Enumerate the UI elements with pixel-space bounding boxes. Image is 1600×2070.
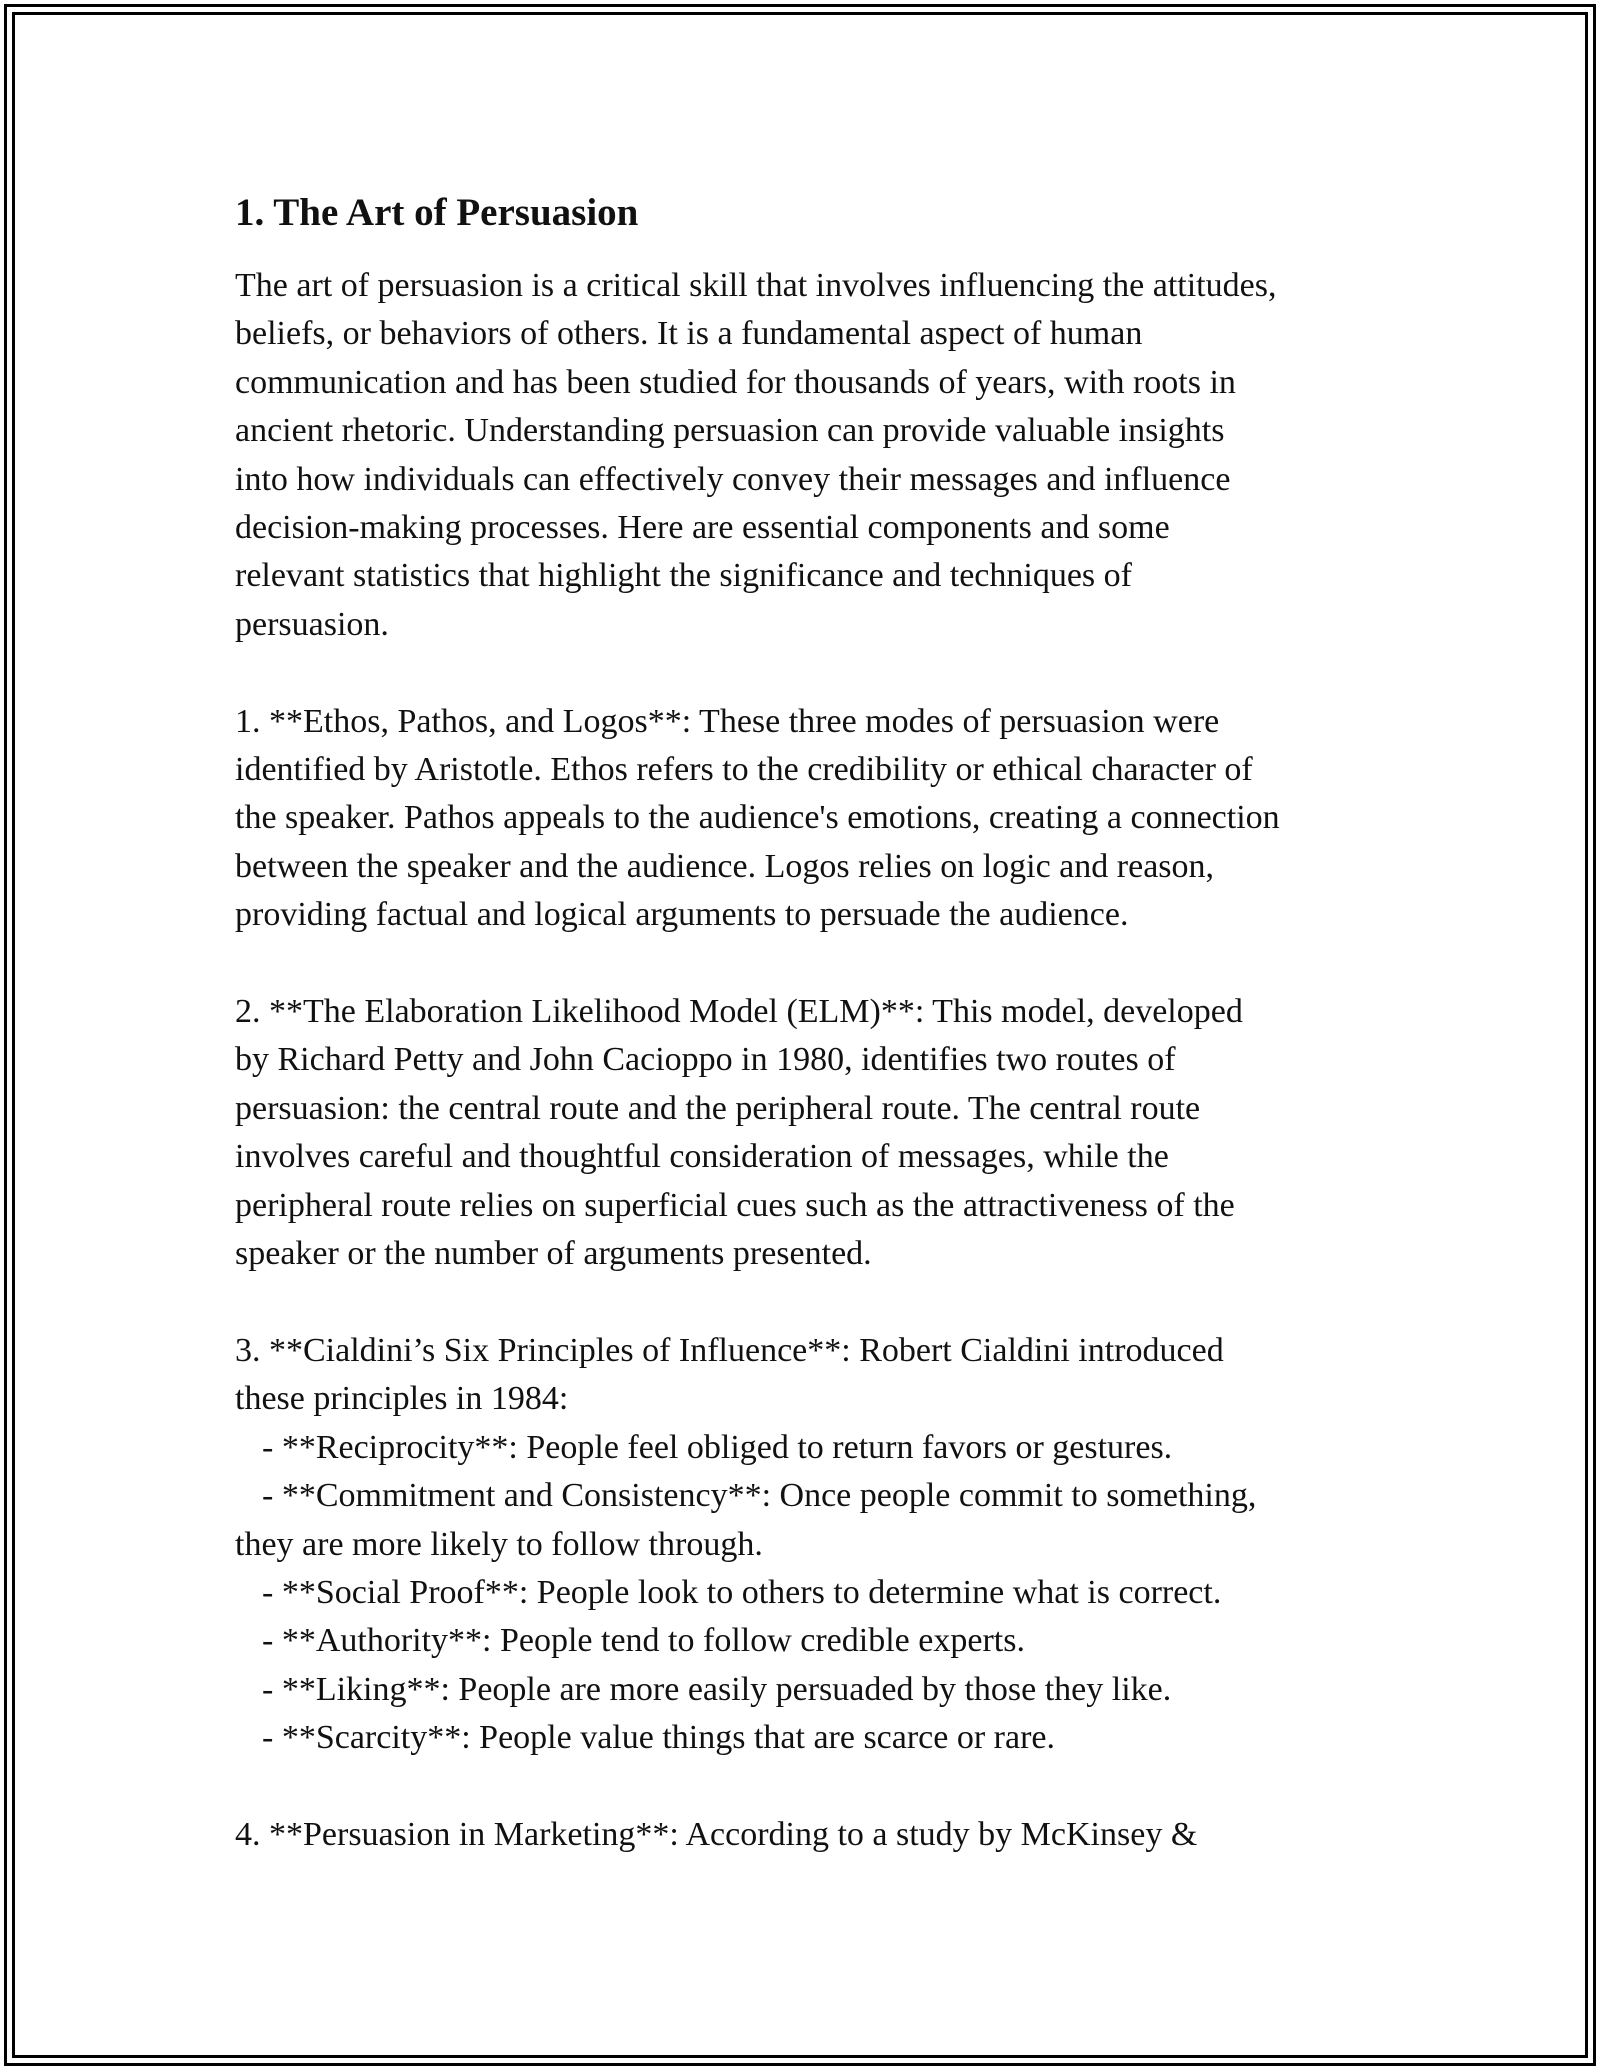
intro-line: The art of persuasion is a critical skill that involves influencing the attitudes, [235, 267, 1277, 304]
item-elm [235, 988, 1375, 1278]
principle-reciprocity: - **Reciprocity**: People feel obliged to return favors or gestures. [262, 1428, 1173, 1466]
item2-line: by Richard Petty and John Cacioppo in 1980, identifies two routes of [235, 1041, 1176, 1079]
document-body [235, 188, 1375, 1859]
item2-line: 2. **The Elaboration Likelihood Model (ELM)**: This model, developed [235, 993, 1243, 1031]
intro-line: beliefs, or behaviors of others. It is a fundamental aspect of human [235, 315, 1143, 353]
item2-line: speaker or the number of arguments presented. [235, 1235, 872, 1273]
paragraph-spacer [235, 940, 1375, 988]
item3-line: 3. **Cialdini’s Six Principles of Influence**: Robert Cialdini introduced [235, 1331, 1224, 1369]
intro-line: into how individuals can effectively convey their messages and influence [235, 460, 1231, 498]
principle-liking: - **Liking**: People are more easily persuaded by those they like. [262, 1670, 1172, 1708]
item2-line: peripheral route relies on superficial cues such as the attractiveness of the [235, 1186, 1235, 1224]
principle-scarcity: - **Scarcity**: People value things that are scarce or rare. [262, 1719, 1056, 1757]
principle-commitment: - **Commitment and Consistency**: Once people commit to something, [262, 1477, 1257, 1515]
paragraph-spacer [235, 649, 1375, 697]
item1-line: between the speaker and the audience. Logos relies on logic and reason, [235, 847, 1215, 885]
item3-line: these principles in 1984: [235, 1380, 569, 1418]
intro-paragraph [235, 262, 1375, 649]
item1-line: 1. **Ethos, Pathos, and Logos**: These three modes of persuasion were [235, 702, 1220, 740]
item2-line: persuasion: the central route and the peripheral route. The central route [235, 1089, 1201, 1127]
principle-social-proof: - **Social Proof**: People look to others to determine what is correct. [262, 1573, 1222, 1611]
item4-line: 4. **Persuasion in Marketing**: According to a study by McKinsey & [235, 1815, 1198, 1853]
section-heading: 1. The Art of Persuasion [235, 191, 639, 234]
item1-line: providing factual and logical arguments to persuade the audience. [235, 896, 1129, 934]
item-cialdini [235, 1327, 1375, 1763]
item1-line: the speaker. Pathos appeals to the audience's emotions, creating a connection [235, 799, 1280, 837]
principle-commitment-continued: they are more likely to follow through. [235, 1525, 763, 1563]
item1-line: identified by Aristotle. Ethos refers to the credibility or ethical character of [235, 751, 1253, 789]
item2-line: involves careful and thoughtful consideration of messages, while the [235, 1138, 1169, 1176]
intro-line: persuasion. [235, 605, 389, 643]
principle-authority: - **Authority**: People tend to follow credible experts. [262, 1622, 1025, 1660]
item-marketing [235, 1811, 1375, 1859]
intro-line: ancient rhetoric. Understanding persuasion can provide valuable insights [235, 412, 1225, 450]
intro-line: relevant statistics that highlight the significance and techniques of [235, 557, 1132, 595]
intro-line: communication and has been studied for thousands of years, with roots in [235, 363, 1236, 401]
item-ethos-pathos-logos [235, 698, 1375, 940]
paragraph-spacer [235, 1763, 1375, 1811]
intro-line: decision-making processes. Here are essential components and some [235, 509, 1170, 547]
paragraph-spacer [235, 1279, 1375, 1327]
